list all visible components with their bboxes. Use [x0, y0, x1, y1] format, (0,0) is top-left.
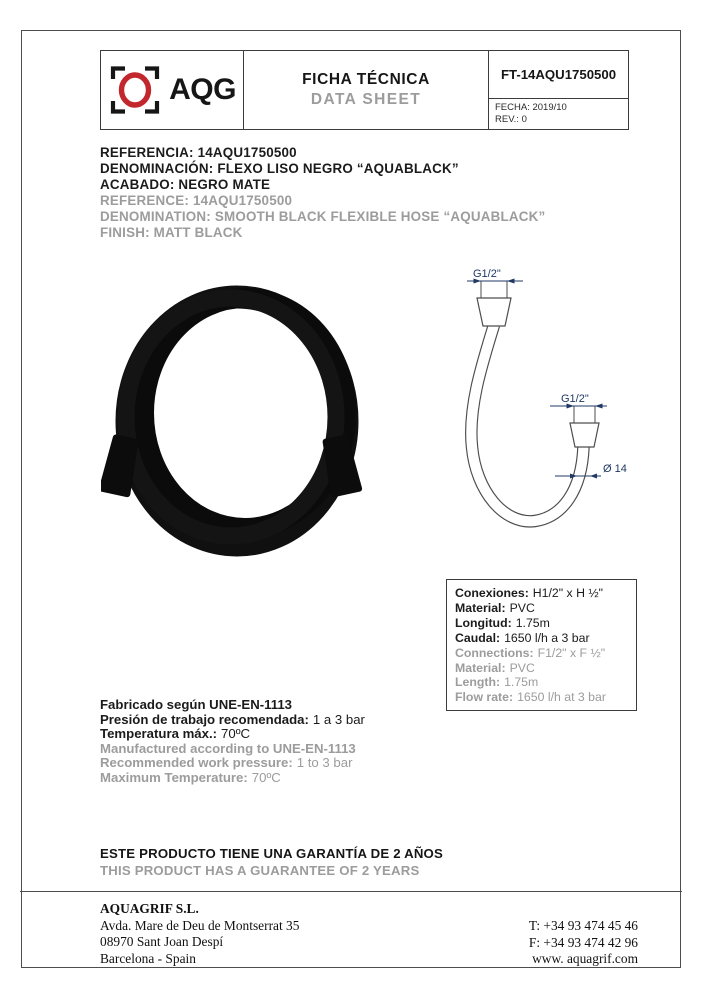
- spec-row: Length: 1.75m: [455, 675, 539, 690]
- dimension-top: [467, 268, 523, 284]
- warranty-es: ESTE PRODUCTO TIENE UNA GARANTÍA DE 2 AÑOS: [100, 846, 443, 861]
- aqg-logo-icon: [108, 63, 162, 117]
- bottom-connector: [570, 423, 599, 447]
- phone-number: T: +34 93 474 45 46: [528, 918, 638, 933]
- brand-text: AQG: [169, 73, 236, 106]
- doc-revision: REV.: 0: [495, 113, 527, 125]
- address-line: Barcelona - Spain: [100, 950, 196, 966]
- dimension-mid: [550, 393, 607, 409]
- standard-row: Temperatura máx.: 70ºC: [100, 726, 251, 742]
- spec-row: Connections: F1/2" x F ½": [455, 645, 606, 660]
- product-photo: [101, 281, 383, 563]
- sheet-title: FICHA TÉCNICA: [302, 71, 430, 88]
- brand-block: [101, 51, 243, 129]
- identification-block: [100, 145, 545, 241]
- denomination-line: DENOMINATION: SMOOTH BLACK FLEXIBLE HOSE “AQUABLACK”: [100, 209, 546, 224]
- sheet-subtitle: DATA SHEET: [310, 91, 422, 108]
- title-cell: [243, 51, 489, 129]
- standard-row: Fabricado según UNE-EN-1113: [100, 697, 293, 712]
- page-frame: [21, 30, 681, 968]
- spec-row: Caudal: 1650 l/h a 3 bar: [455, 630, 590, 645]
- warranty-block: [100, 845, 443, 879]
- spec-row: Flow rate: 1650 l/h at 3 bar: [455, 690, 606, 705]
- doc-info-cell: [489, 51, 628, 129]
- dim-label-mid: G1/2": [561, 393, 589, 405]
- spec-row: Longitud: 1.75m: [455, 615, 550, 630]
- finish-line: FINISH: MATT BLACK: [100, 225, 243, 240]
- reference-line: REFERENCE: 14AQU1750500: [100, 193, 293, 208]
- hose-coil-graphic: [102, 297, 359, 545]
- header-table: [100, 50, 629, 130]
- technical-drawing: [431, 259, 681, 551]
- address-line: 08970 Sant Joan Despí: [100, 934, 224, 949]
- dim-label-top: G1/2": [473, 268, 501, 280]
- spec-row: Material: PVC: [455, 660, 535, 675]
- dim-label-diameter: Ø 14: [603, 463, 627, 475]
- footer: [22, 892, 680, 967]
- dimension-diameter: [555, 463, 627, 479]
- warranty-en: THIS PRODUCT HAS A GUARANTEE OF 2 YEARS: [100, 863, 420, 878]
- doc-meta: [489, 99, 628, 129]
- fax-number: F: +34 93 474 42 96: [528, 934, 638, 950]
- address-line: Avda. Mare de Deu de Montserrat 35: [100, 917, 300, 933]
- standard-row: Presión de trabajo recomendada: 1 a 3 bar: [100, 711, 365, 727]
- standard-row: Recommended work pressure: 1 to 3 bar: [100, 755, 353, 771]
- denominacion-line: DENOMINACIÓN: FLEXO LISO NEGRO “AQUABLACK”: [100, 161, 459, 176]
- top-connector: [477, 298, 511, 326]
- footer-address-block: [100, 901, 299, 967]
- acabado-line: ACABADO: NEGRO MATE: [100, 177, 271, 192]
- doc-date: FECHA: 2019/10: [495, 102, 567, 113]
- standards-block: [100, 698, 365, 786]
- spec-box: [446, 579, 637, 711]
- referencia-line: REFERENCIA: 14AQU1750500: [100, 145, 297, 160]
- standard-row: Manufactured according to UNE-EN-1113: [100, 740, 356, 756]
- website: www. aquagrif.com: [532, 951, 638, 966]
- company-name: AQUAGRIF S.L.: [100, 901, 199, 916]
- footer-contact-block: [529, 918, 638, 968]
- spec-row: Conexiones: H1/2" x H ½": [455, 586, 604, 600]
- standard-row: Maximum Temperature: 70ºC: [100, 769, 281, 785]
- spec-row: Material: PVC: [455, 600, 535, 615]
- doc-code: FT-14AQU1750500: [489, 51, 628, 99]
